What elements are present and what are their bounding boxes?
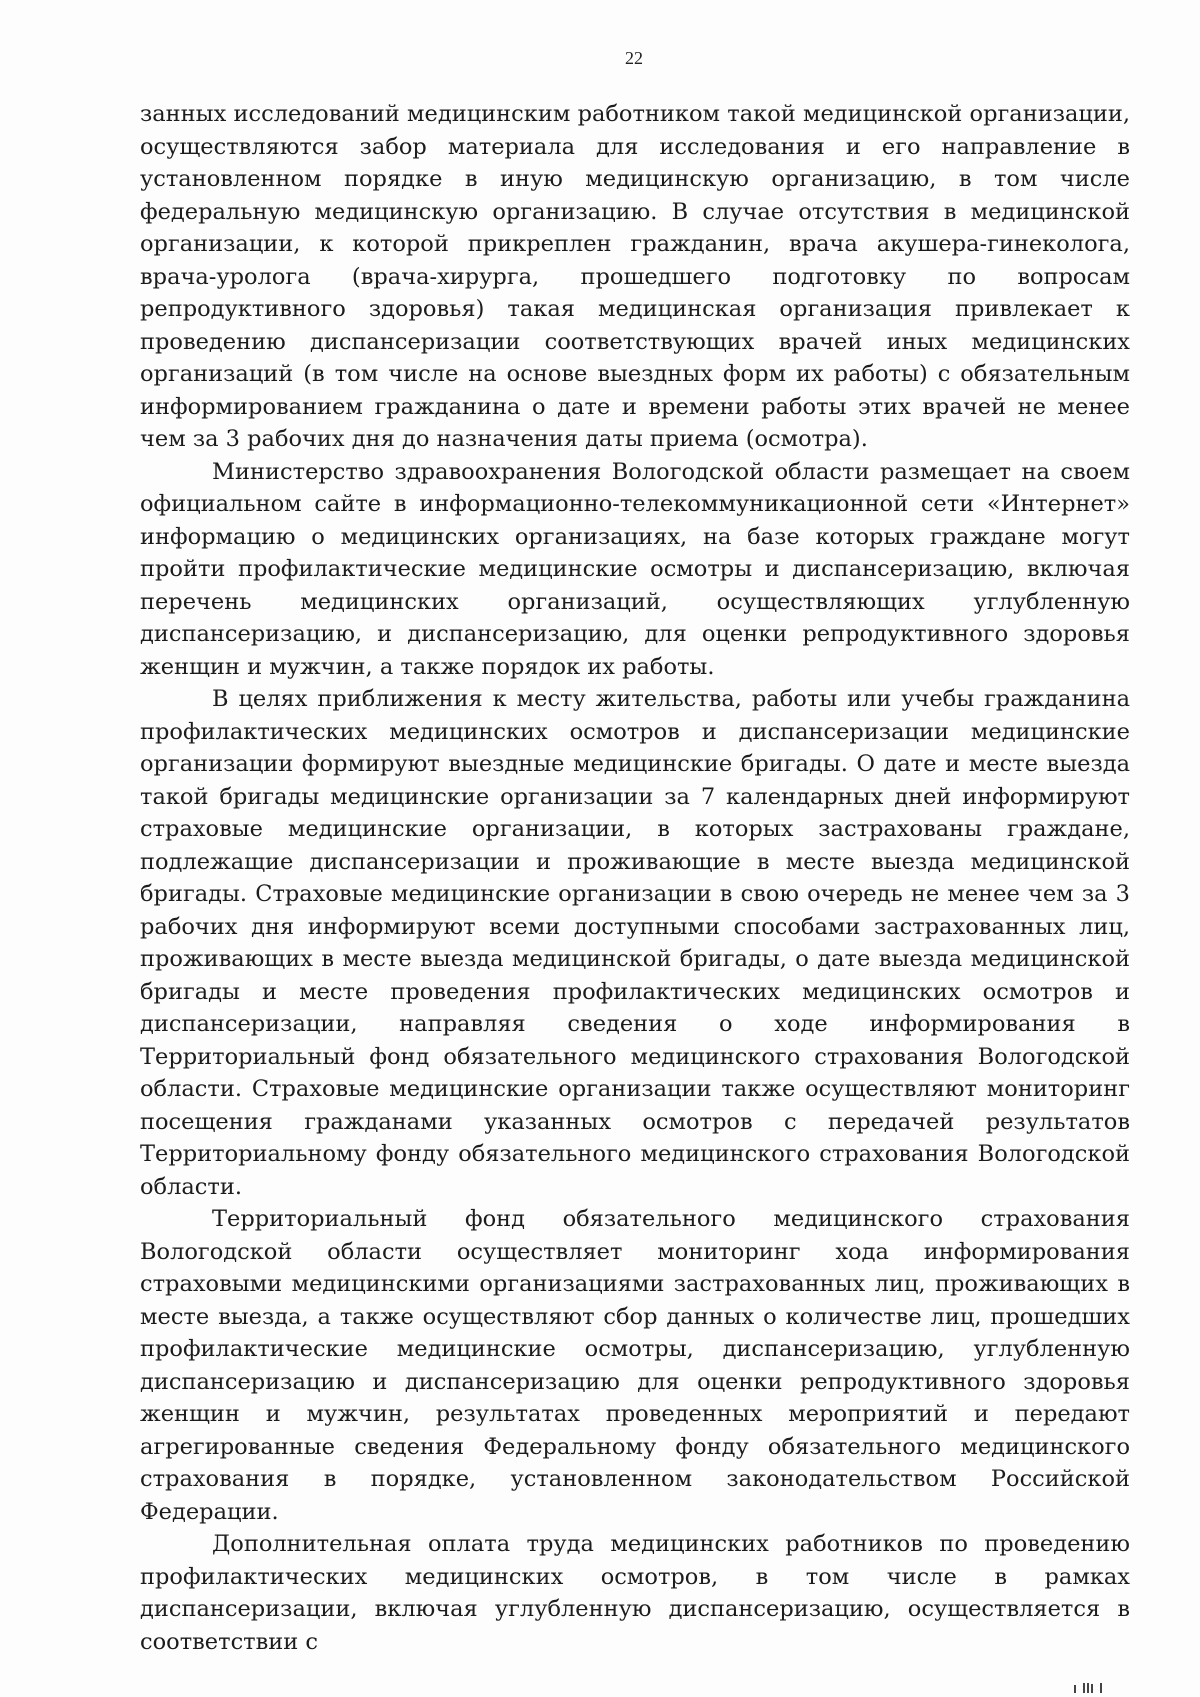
paragraph-territorial-fund: Территориальный фонд обязательного медицинского страхования Вологодской области осуществляет мониторинг хода информирования страховыми медицинскими организациями застрахованных лиц, проживающих в месте выезда, а также осуществляют сбор данных о количестве лиц, прошедших профилактические медицинские осмотры, диспансеризацию, углубленную диспансеризацию и диспансеризацию для оценки репродуктивного здоровья женщин и мужчин, результатах проведенных мероприятий и передают агрегированные сведения Федеральному фонду обязательного медицинского страхования в порядке, установленном законодательством Российской Федерации. (140, 1206, 1130, 1525)
page-number: 22 (625, 48, 643, 68)
paragraph-continuation: занных исследований медицинским работником такой медицинской организации, осуществляются забор материала для исследования и его направление в установленном порядке в иную медицинскую организацию, в том числе федеральную медицинскую организацию. В случае отсутствия в медицинской организации, к которой прикреплен гражданин, врача акушера-гинеколога, врача-уролога (врача-хирурга, прошедшего подготовку по вопросам репродуктивного здоровья) такая медицинская организация привлекает к проведению диспансеризации соответствующих врачей иных медицинских организаций (в том числе на основе выездных форм их работы) с обязательным информированием гражданина о дате и времени работы этих врачей не менее чем за 3 рабочих дня до назначения даты приема (осмотра). (140, 101, 1130, 452)
document-body (140, 98, 1130, 1658)
paragraph-mobile-brigades: В целях приближения к месту жительства, работы или учебы гражданина профилактических медицинских осмотров и диспансеризации медицинские организации формируют выездные медицинские бригады. О дате и месте выезда такой бригады медицинские организации за 7 календарных дней информируют страховые медицинские организации, в которых застрахованы граждане, подлежащие диспансеризации и проживающие в месте выезда медицинской бригады. Страховые медицинские организации в свою очередь не менее чем за 3 рабочих дня информируют всеми доступными способами застрахованных лиц, проживающих в месте выезда медицинской бригады, о дате выезда медицинской бригады и месте проведения профилактических медицинских осмотров и диспансеризации, направляя сведения о ходе информирования в Территориальный фонд обязательного медицинского страхования Вологодской области. Страховые медицинские организации также осуществляют мониторинг посещения гражданами указанных осмотров с передачей результатов Территориальному фонду обязательного медицинского страхования Вологодской области. (140, 686, 1130, 1200)
paragraph-ministry-info: Министерство здравоохранения Вологодской области размещает на своем официальном сайте в информационно-телекоммуникационной сети «Интернет» информацию о медицинских организациях, на базе которых граждане могут пройти профилактические медицинские осмотры и диспансеризацию, включая перечень медицинских организаций, осуществляющих углубленную диспансеризацию, и диспансеризацию, для оценки репродуктивного здоровья женщин и мужчин, а также порядок их работы. (140, 458, 1130, 680)
scan-artifact-marks (1074, 1683, 1104, 1693)
paragraph-additional-payment: Дополнительная оплата труда медицинских работников по проведению профилактических медицинских осмотров, в том числе в рамках диспансеризации, включая углубленную диспансеризацию, осуществляется в соответствии с (140, 1531, 1130, 1655)
